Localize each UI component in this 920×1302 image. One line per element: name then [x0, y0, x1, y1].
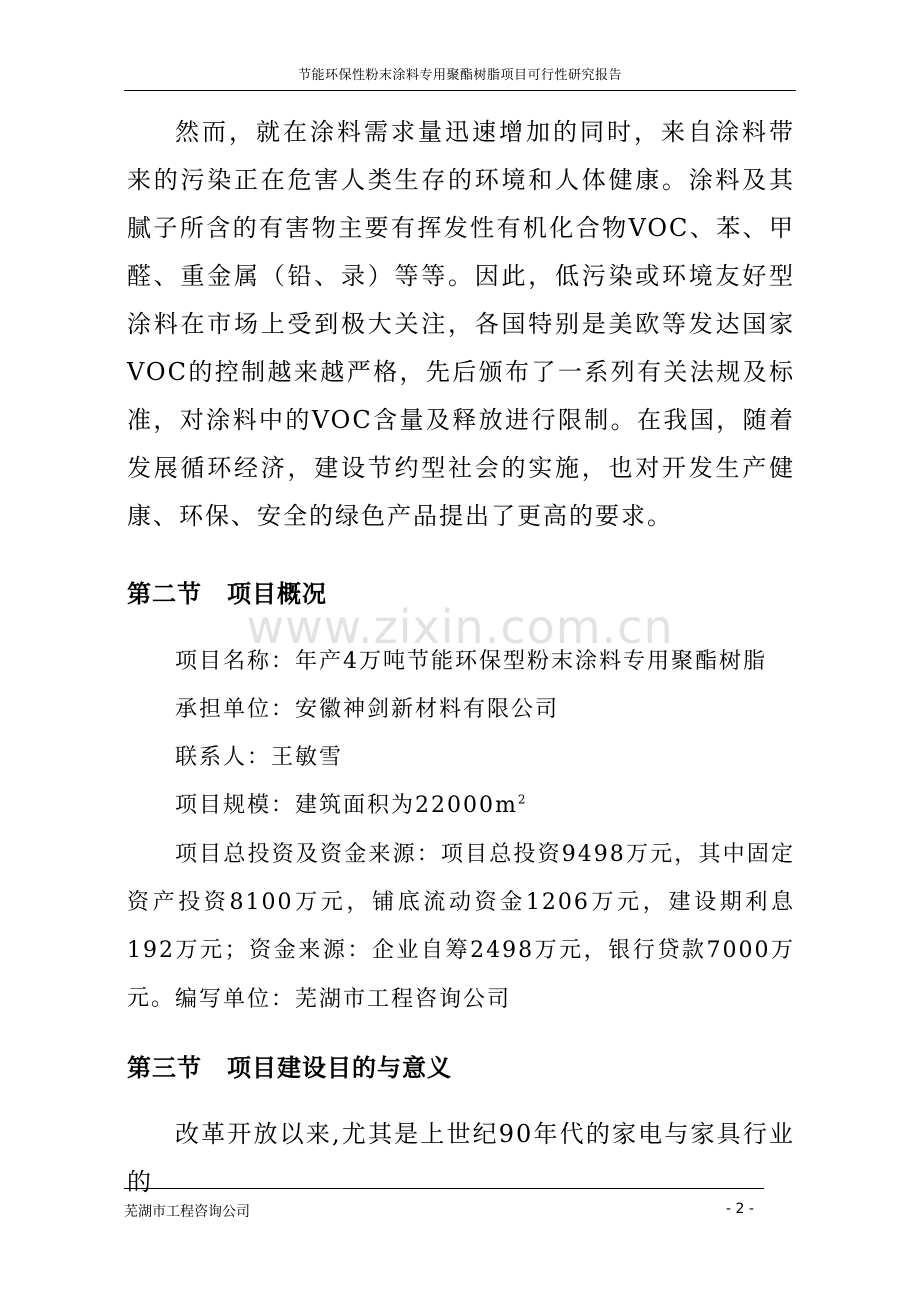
footer-company: 芜湖市工程咨询公司 [124, 1204, 250, 1220]
project-investment-paragraph: 项目总投资及资金来源：项目总投资9498万元，其中固定资产投资8100万元，铺底流动资金1206万元，建设期利息192万元；资金来源：企业自筹2498万元，银行贷款7000万元。 [127, 842, 795, 1011]
project-writer-line: 编写单位：芜湖市工程咨询公司 [175, 987, 512, 1012]
section-heading-purpose: 第三节 项目建设目的与意义 [127, 1054, 452, 1082]
project-unit-line: 承担单位：安徽神剑新材料有限公司 [175, 697, 560, 722]
project-scale-text: 项目规模：建筑面积为22000m [175, 793, 518, 818]
header-divider [124, 90, 796, 91]
running-header-title: 节能环保性粉末涂料专用聚酯树脂项目可行性研究报告 [297, 68, 622, 83]
footer-divider [124, 1188, 764, 1189]
significance-paragraph: 改革开放以来,尤其是上世纪90年代的家电与家具行业的 [127, 1120, 795, 1196]
page-number: - 2 - [726, 1201, 754, 1217]
square-unit-superscript: 2 [517, 792, 528, 807]
project-name-line: 项目名称：年产4万吨节能环保型粉末涂料专用聚酯树脂 [175, 649, 767, 674]
intro-paragraph: 然而，就在涂料需求量迅速增加的同时，来自涂料带来的污染正在危害人类生存的环境和人体健康。涂料及其腻子所含的有害物主要有挥发性有机化合物VOC、苯、甲醛、重金属（铅、录）等等。因此，低污染或环境友好型涂料在市场上受到极大关注，各国特别是美欧等发达国家VOC的控制越来越严格，先后颁布了一系列有关法规及标准，对涂料中的VOC含量及释放进行限制。在我国，随着发展循环经济，建设节约型社会的实施，也对开发生产健康、环保、安全的绿色产品提出了更高的要求。 [127, 118, 795, 530]
watermark: www.zixin.com.cn [246, 600, 674, 654]
project-scale-line [175, 788, 528, 819]
project-contact-line: 联系人：王敏雪 [175, 745, 344, 770]
section-heading-overview: 第二节 项目概况 [127, 580, 327, 608]
